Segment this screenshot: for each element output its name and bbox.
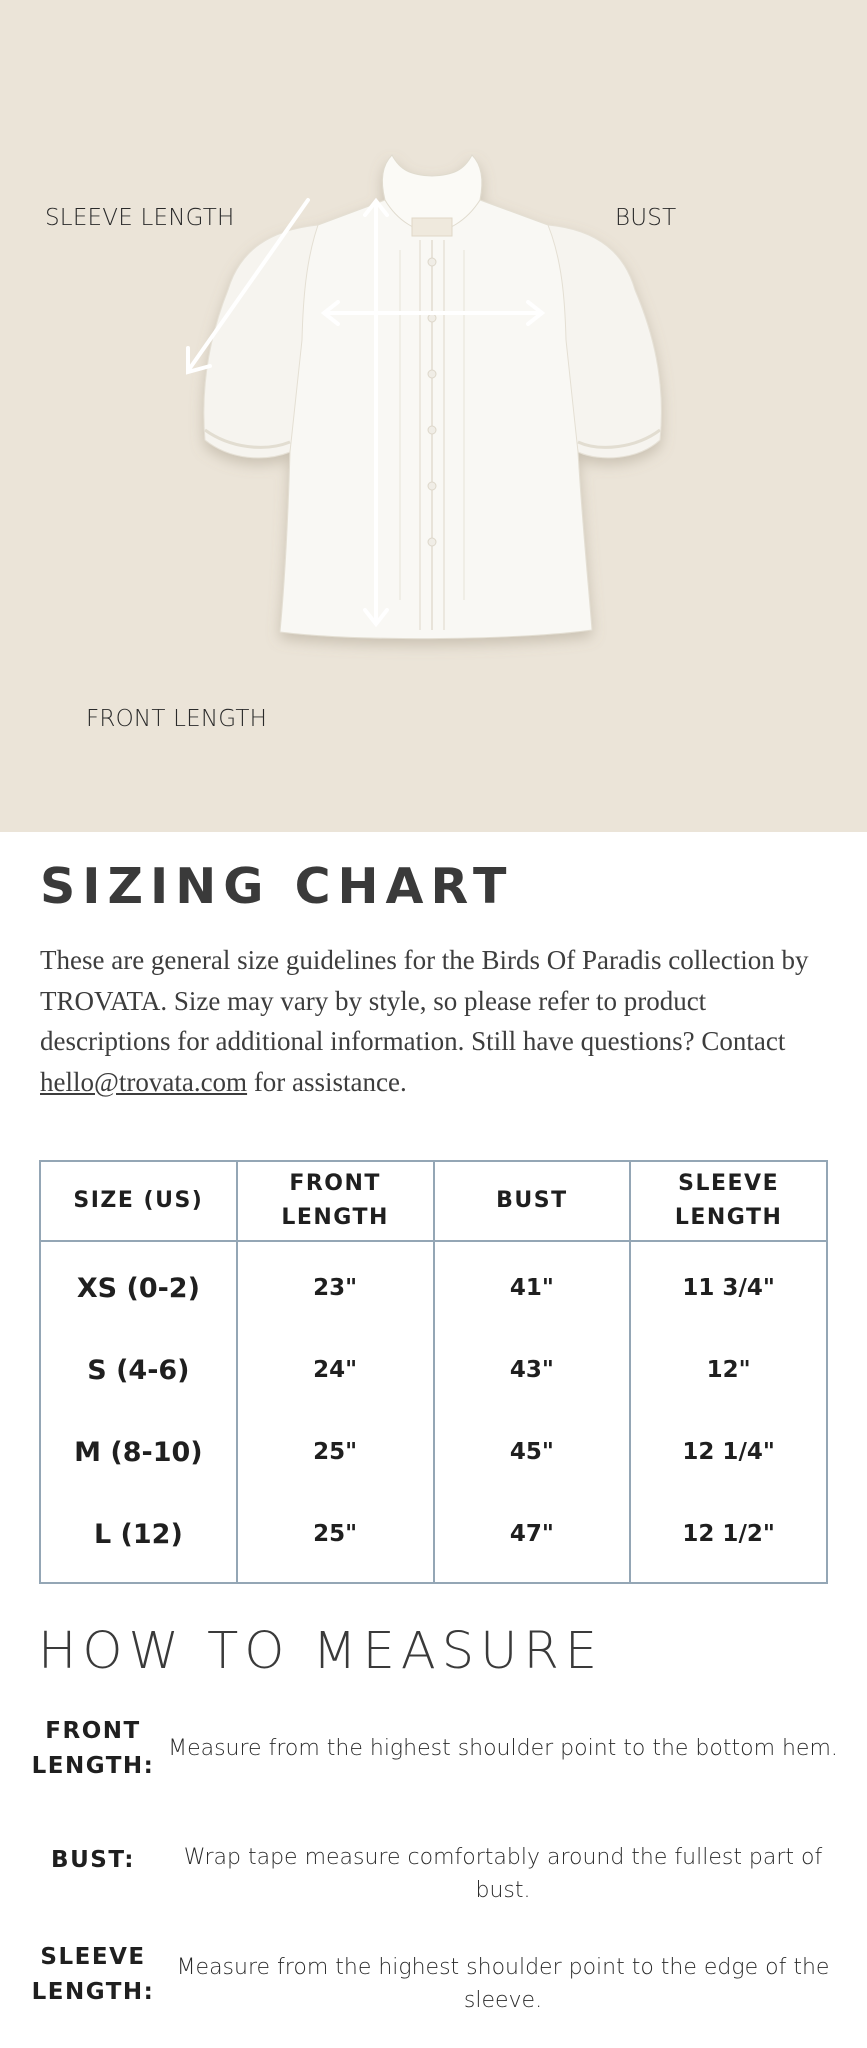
front-length-cell: 25" — [237, 1411, 434, 1493]
sizing-table — [39, 1160, 828, 1584]
measure-item-sleeve-length — [0, 1940, 867, 2020]
measure-description: Measure from the highest shoulder point to the bottom hem. — [168, 1736, 838, 1761]
table-row — [40, 1329, 827, 1411]
front-length-cell: 24" — [237, 1329, 434, 1411]
measure-item-bust — [0, 1840, 867, 1920]
measure-description: Wrap tape measure comfortably around the fullest part of bust. — [183, 1845, 823, 1903]
size-cell: XS (0-2) — [40, 1241, 237, 1329]
measure-item-front-length — [0, 1712, 867, 1792]
front-length-cell: 23" — [237, 1241, 434, 1329]
sizing-chart-title: SIZING CHART — [40, 858, 514, 915]
front-length-label: FRONT LENGTH — [86, 706, 268, 732]
sleeve-length-cell: 11 3/4" — [630, 1241, 827, 1329]
sleeve-length-cell: 12 1/4" — [630, 1411, 827, 1493]
bust-cell: 41" — [434, 1241, 631, 1329]
header-bust: BUST — [434, 1161, 631, 1241]
blouse-shape — [204, 155, 662, 639]
sleeve-length-cell: 12 1/2" — [630, 1493, 827, 1583]
sleeve-length-cell: 12" — [630, 1329, 827, 1411]
header-front-length: FRONT LENGTH — [237, 1161, 434, 1241]
measure-description: Measure from the highest shoulder point to the edge of the sleeve. — [176, 1955, 830, 2013]
table-row — [40, 1411, 827, 1493]
bust-cell: 43" — [434, 1329, 631, 1411]
sleeve-length-label: SLEEVE LENGTH — [45, 205, 235, 231]
intro-text-part-2: for assistance. — [247, 1066, 407, 1097]
table-row — [40, 1241, 827, 1329]
table-header-row — [40, 1161, 827, 1241]
how-to-measure-title: HOW TO MEASURE — [38, 1622, 604, 1681]
contact-email-link[interactable]: hello@trovata.com — [40, 1066, 248, 1097]
bust-label: BUST — [615, 205, 677, 231]
bust-cell: 45" — [434, 1411, 631, 1493]
front-length-cell: 25" — [237, 1493, 434, 1583]
sizing-intro-text — [40, 940, 840, 1102]
measure-label: SLEEVE LENGTH: — [31, 1944, 155, 2005]
size-cell: L (12) — [40, 1493, 237, 1583]
intro-text-part-1: These are general size guidelines for the Birds Of Paradis collection by TROVATA. Size may vary by style, so please refer to product descriptions for additional information. Still have questions? Contact — [40, 945, 809, 1056]
table-row — [40, 1493, 827, 1583]
measure-label: FRONT LENGTH: — [31, 1718, 155, 1779]
size-cell: M (8-10) — [40, 1411, 237, 1493]
measure-label: BUST: — [51, 1847, 135, 1873]
bust-cell: 47" — [434, 1493, 631, 1583]
header-size: SIZE (US) — [40, 1161, 237, 1241]
size-cell: S (4-6) — [40, 1329, 237, 1411]
header-sleeve-length: SLEEVE LENGTH — [630, 1161, 827, 1241]
hero-image-section — [0, 0, 867, 832]
